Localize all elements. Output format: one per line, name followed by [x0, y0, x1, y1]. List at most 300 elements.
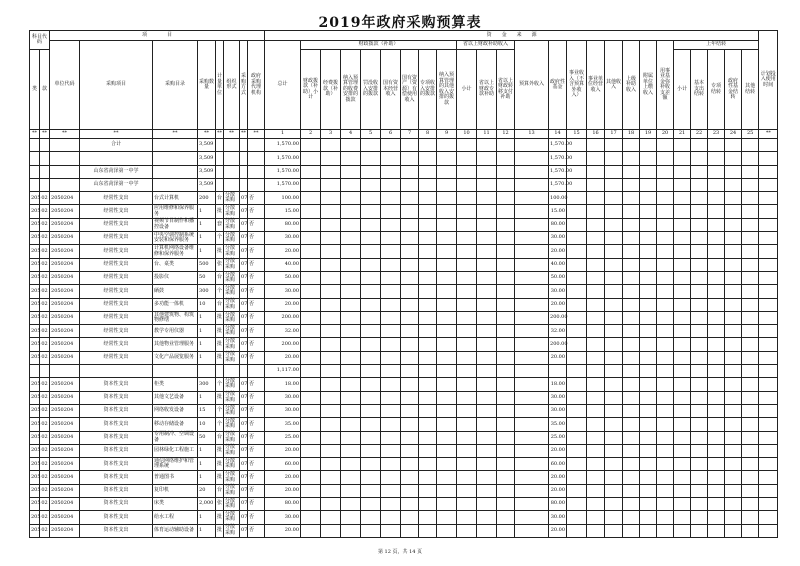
cell-empty [515, 152, 549, 165]
cell-empty [437, 165, 457, 178]
cell-agency: 否 [248, 511, 265, 524]
cell-empty [691, 511, 708, 524]
cell-empty [759, 418, 778, 431]
cell-agency: 否 [248, 498, 265, 511]
table-row [30, 271, 778, 284]
cell-empty [301, 205, 321, 218]
cell-empty [381, 165, 401, 178]
cell-empty [321, 351, 341, 364]
cell-empty [477, 431, 497, 444]
column-number: ** [50, 130, 80, 139]
cell-empty [321, 298, 341, 311]
cell-empty [674, 258, 691, 271]
cell-empty [567, 471, 587, 484]
cell-empty [457, 338, 477, 351]
cell-empty [674, 484, 691, 497]
cell-quantity: 1 [198, 524, 216, 537]
cell-empty [341, 471, 361, 484]
table-row [30, 484, 778, 497]
cell-lei [30, 139, 40, 152]
cell-empty [623, 365, 640, 378]
cell-empty [567, 431, 587, 444]
column-number: 19 [640, 130, 657, 139]
cell-unit: 个 [216, 378, 224, 391]
cell-kuan: 02 [40, 218, 50, 231]
cell-empty [605, 404, 623, 417]
cell-empty [401, 444, 419, 457]
cell-empty [301, 458, 321, 471]
cell-empty [567, 218, 587, 231]
cell-empty [419, 271, 437, 284]
cell-empty [708, 325, 725, 338]
cell-empty [437, 391, 457, 404]
cell-unit-code: 2050204 [50, 484, 80, 497]
cell-empty [401, 418, 419, 431]
cell-empty [477, 404, 497, 417]
cell-lei: 205 [30, 511, 40, 524]
cell-empty [437, 484, 457, 497]
cell-kuan: 02 [40, 511, 50, 524]
cell-catalog [153, 165, 198, 178]
header-ly-c21: 小计 [674, 50, 691, 130]
cell-empty [742, 338, 759, 351]
cell-empty [381, 351, 401, 364]
cell-project: 资本性支出 [80, 458, 153, 471]
cell-empty [515, 298, 549, 311]
cell-unit: 台 [216, 431, 224, 444]
cell-empty [419, 232, 437, 245]
cell-empty [497, 178, 515, 191]
cell-empty [725, 285, 742, 298]
cell-quantity: 20 [198, 484, 216, 497]
cell-empty [674, 152, 691, 165]
cell-empty [477, 325, 497, 338]
column-number: 6 [381, 130, 401, 139]
cell-empty [515, 524, 549, 537]
cell-empty [587, 458, 605, 471]
cell-empty [497, 205, 515, 218]
cell-empty [623, 524, 640, 537]
cell-empty [640, 232, 657, 245]
cell-empty [341, 365, 361, 378]
cell-empty [437, 232, 457, 245]
cell-empty [759, 338, 778, 351]
cell-project: 经常性支出 [80, 192, 153, 205]
cell-kuan: 02 [40, 391, 50, 404]
cell-budget-ext: 15.00 [549, 205, 567, 218]
table-row [30, 431, 778, 444]
cell-catalog: 给水工程 [153, 511, 198, 524]
cell-empty [657, 431, 674, 444]
cell-empty [567, 484, 587, 497]
cell-empty [341, 444, 361, 457]
cell-empty [691, 139, 708, 152]
cell-method [240, 152, 248, 165]
cell-kuan [40, 152, 50, 165]
cell-empty [515, 311, 549, 324]
cell-empty [497, 444, 515, 457]
cell-budget-ext: 1,570.00 [549, 178, 567, 191]
cell-empty [401, 271, 419, 284]
cell-empty [381, 511, 401, 524]
page-footer: 第 12 页，共 14 页 [377, 549, 423, 555]
cell-empty [587, 285, 605, 298]
cell-empty [708, 511, 725, 524]
table-row [30, 365, 778, 378]
cell-empty [657, 524, 674, 537]
cell-empty [361, 232, 381, 245]
cell-org-form [224, 152, 240, 165]
table-row [30, 245, 778, 258]
cell-empty [301, 245, 321, 258]
cell-empty [657, 232, 674, 245]
column-number: ** [759, 130, 778, 139]
cell-empty [605, 338, 623, 351]
cell-empty [361, 404, 381, 417]
cell-empty [419, 311, 437, 324]
cell-empty [477, 365, 497, 378]
cell-empty [361, 192, 381, 205]
header-gov-fund: 政府性基金 [549, 41, 567, 130]
cell-quantity: 1 [198, 391, 216, 404]
cell-empty [341, 245, 361, 258]
cell-org-form: 分散采购 [224, 404, 240, 417]
cell-total: 30.00 [265, 511, 301, 524]
cell-empty [301, 444, 321, 457]
cell-empty [437, 218, 457, 231]
cell-empty [515, 471, 549, 484]
cell-empty [437, 311, 457, 324]
cell-empty [401, 178, 419, 191]
cell-empty [301, 192, 321, 205]
cell-empty [401, 378, 419, 391]
cell-empty [725, 458, 742, 471]
cell-unit-code [50, 152, 80, 165]
cell-empty [657, 271, 674, 284]
cell-kuan: 02 [40, 311, 50, 324]
cell-empty [691, 192, 708, 205]
cell-empty [605, 232, 623, 245]
cell-empty [725, 511, 742, 524]
cell-empty [401, 484, 419, 497]
cell-empty [657, 178, 674, 191]
cell-catalog: 体育运动辅助设备 [153, 524, 198, 537]
cell-empty [457, 431, 477, 444]
cell-kuan: 02 [40, 232, 50, 245]
cell-empty [401, 245, 419, 258]
cell-catalog [153, 365, 198, 378]
cell-empty [640, 205, 657, 218]
cell-empty [691, 471, 708, 484]
cell-project: 合计 [80, 139, 153, 152]
cell-project: 资本性支出 [80, 498, 153, 511]
cell-empty [515, 285, 549, 298]
cell-budget-ext: 20.00 [549, 444, 567, 457]
cell-empty [759, 178, 778, 191]
cell-budget-ext: 20.00 [549, 524, 567, 537]
cell-empty [497, 311, 515, 324]
cell-kuan: 02 [40, 484, 50, 497]
table-body [30, 139, 778, 538]
cell-budget-ext: 30.00 [549, 404, 567, 417]
cell-empty [301, 152, 321, 165]
cell-method [240, 178, 248, 191]
cell-empty [341, 271, 361, 284]
cell-catalog: 投影仪 [153, 271, 198, 284]
cell-empty [691, 338, 708, 351]
header-affiliated: 附属单位上缴收入 [640, 41, 657, 130]
cell-empty [708, 404, 725, 417]
cell-empty [497, 484, 515, 497]
cell-empty [381, 325, 401, 338]
cell-empty [691, 152, 708, 165]
cell-empty [477, 418, 497, 431]
table-row [30, 152, 778, 165]
cell-empty [419, 391, 437, 404]
cell-empty [321, 404, 341, 417]
cell-method: 07 [240, 351, 248, 364]
table-row [30, 218, 778, 231]
cell-empty [725, 351, 742, 364]
cell-empty [708, 192, 725, 205]
cell-empty [341, 285, 361, 298]
cell-empty [301, 178, 321, 191]
cell-empty [605, 205, 623, 218]
cell-budget-ext: 32.00 [549, 325, 567, 338]
cell-empty [742, 418, 759, 431]
cell-empty [587, 152, 605, 165]
cell-empty [497, 471, 515, 484]
header-fin-c5: 国有资本经营收入 [381, 50, 401, 130]
cell-empty [657, 484, 674, 497]
cell-empty [477, 285, 497, 298]
cell-empty [657, 205, 674, 218]
cell-catalog: 移动存储设备 [153, 418, 198, 431]
cell-unit-code: 2050204 [50, 325, 80, 338]
cell-empty [401, 404, 419, 417]
cell-empty [361, 205, 381, 218]
cell-empty [708, 365, 725, 378]
cell-empty [321, 152, 341, 165]
cell-empty [623, 484, 640, 497]
cell-empty [567, 285, 587, 298]
cell-empty [657, 418, 674, 431]
column-number: 1 [265, 130, 301, 139]
cell-empty [587, 365, 605, 378]
cell-budget-ext: 100.00 [549, 192, 567, 205]
cell-empty [657, 192, 674, 205]
cell-empty [515, 498, 549, 511]
cell-total: 30.00 [265, 391, 301, 404]
cell-empty [674, 458, 691, 471]
cell-empty [401, 311, 419, 324]
cell-kuan: 02 [40, 431, 50, 444]
cell-empty [437, 139, 457, 152]
cell-unit: 台 [216, 192, 224, 205]
cell-empty [657, 165, 674, 178]
cell-empty [301, 311, 321, 324]
cell-unit: 批 [216, 245, 224, 258]
cell-empty [640, 258, 657, 271]
cell-empty [605, 498, 623, 511]
cell-empty [691, 311, 708, 324]
cell-empty [301, 404, 321, 417]
cell-empty [477, 205, 497, 218]
cell-budget-ext: 200.00 [549, 311, 567, 324]
cell-empty [477, 245, 497, 258]
cell-empty [587, 311, 605, 324]
column-number: ** [240, 130, 248, 139]
cell-empty [381, 232, 401, 245]
cell-total: 25.00 [265, 431, 301, 444]
cell-unit: 个 [216, 285, 224, 298]
cell-empty [419, 178, 437, 191]
cell-empty [708, 165, 725, 178]
cell-empty [587, 444, 605, 457]
cell-agency: 否 [248, 325, 265, 338]
cell-unit: 批 [216, 471, 224, 484]
cell-empty [759, 192, 778, 205]
cell-budget-ext: 1,570.00 [549, 152, 567, 165]
cell-empty [742, 165, 759, 178]
cell-empty [361, 365, 381, 378]
cell-quantity: 1 [198, 232, 216, 245]
cell-empty [623, 325, 640, 338]
cell-empty [742, 458, 759, 471]
cell-unit: 批 [216, 325, 224, 338]
cell-empty [657, 444, 674, 457]
cell-budget-ext: 1,570.00 [549, 165, 567, 178]
cell-empty [401, 471, 419, 484]
cell-empty [457, 271, 477, 284]
cell-empty [567, 524, 587, 537]
column-number: 23 [708, 130, 725, 139]
cell-empty [515, 245, 549, 258]
header-unit: 计量单位 [216, 41, 224, 130]
cell-empty [759, 391, 778, 404]
cell-empty [401, 511, 419, 524]
cell-empty [605, 271, 623, 284]
cell-org-form: 分散采购 [224, 498, 240, 511]
cell-empty [587, 418, 605, 431]
cell-empty [657, 285, 674, 298]
cell-empty [567, 391, 587, 404]
cell-total: 1,117.00 [265, 365, 301, 378]
cell-empty [623, 431, 640, 444]
cell-empty [341, 178, 361, 191]
cell-empty [457, 258, 477, 271]
cell-empty [708, 285, 725, 298]
header-total: 总计 [265, 41, 301, 130]
cell-empty [457, 245, 477, 258]
cell-empty [623, 192, 640, 205]
cell-empty [321, 418, 341, 431]
cell-empty [742, 378, 759, 391]
cell-quantity: 1 [198, 351, 216, 364]
cell-empty [691, 205, 708, 218]
cell-unit: 张 [216, 258, 224, 271]
cell-empty [657, 311, 674, 324]
cell-method [240, 165, 248, 178]
column-number: 9 [437, 130, 457, 139]
cell-unit-code: 2050204 [50, 404, 80, 417]
cell-empty [477, 498, 497, 511]
cell-method: 07 [240, 484, 248, 497]
cell-empty [321, 285, 341, 298]
column-number: ** [198, 130, 216, 139]
cell-empty [401, 498, 419, 511]
cell-unit-code [50, 165, 80, 178]
cell-empty [301, 285, 321, 298]
header-plan-time: 计划投入使用时间 [759, 31, 778, 130]
cell-empty [361, 391, 381, 404]
cell-project: 资本性支出 [80, 484, 153, 497]
cell-total: 30.00 [265, 404, 301, 417]
column-number: 3 [321, 130, 341, 139]
cell-empty [623, 418, 640, 431]
cell-empty [341, 498, 361, 511]
cell-empty [477, 391, 497, 404]
cell-empty [341, 311, 361, 324]
cell-kuan: 02 [40, 351, 50, 364]
cell-total: 30.00 [265, 232, 301, 245]
cell-empty [725, 192, 742, 205]
cell-empty [419, 325, 437, 338]
cell-empty [742, 192, 759, 205]
header-prov-c9: 小计 [457, 50, 477, 130]
cell-empty [605, 285, 623, 298]
header-other-income: 其他收入 [605, 41, 623, 130]
cell-empty [567, 404, 587, 417]
cell-empty [657, 139, 674, 152]
cell-empty [708, 378, 725, 391]
cell-project: 经常性支出 [80, 218, 153, 231]
cell-empty [301, 471, 321, 484]
cell-empty [515, 338, 549, 351]
cell-project: 山东省菏泽第一中学 [80, 165, 153, 178]
cell-empty [725, 152, 742, 165]
cell-empty [691, 271, 708, 284]
cell-empty [725, 232, 742, 245]
cell-empty [497, 498, 515, 511]
cell-quantity: 50 [198, 271, 216, 284]
cell-empty [725, 245, 742, 258]
header-method: 采购方式 [240, 41, 248, 130]
header-ly-c22: 基本支出结转 [691, 50, 708, 130]
cell-empty [567, 418, 587, 431]
cell-project: 资本性支出 [80, 431, 153, 444]
cell-budget-ext: 20.00 [549, 471, 567, 484]
cell-empty [361, 152, 381, 165]
cell-budget-ext: 80.00 [549, 498, 567, 511]
cell-empty [477, 258, 497, 271]
cell-empty [657, 258, 674, 271]
cell-empty [674, 218, 691, 231]
cell-empty [341, 484, 361, 497]
cell-empty [587, 511, 605, 524]
cell-unit [216, 165, 224, 178]
cell-empty [708, 311, 725, 324]
cell-empty [640, 245, 657, 258]
cell-empty [341, 152, 361, 165]
cell-empty [341, 205, 361, 218]
cell-empty [759, 271, 778, 284]
cell-empty [515, 484, 549, 497]
cell-unit-code: 2050204 [50, 311, 80, 324]
cell-empty [381, 484, 401, 497]
cell-project: 经常性支出 [80, 325, 153, 338]
cell-empty [301, 325, 321, 338]
